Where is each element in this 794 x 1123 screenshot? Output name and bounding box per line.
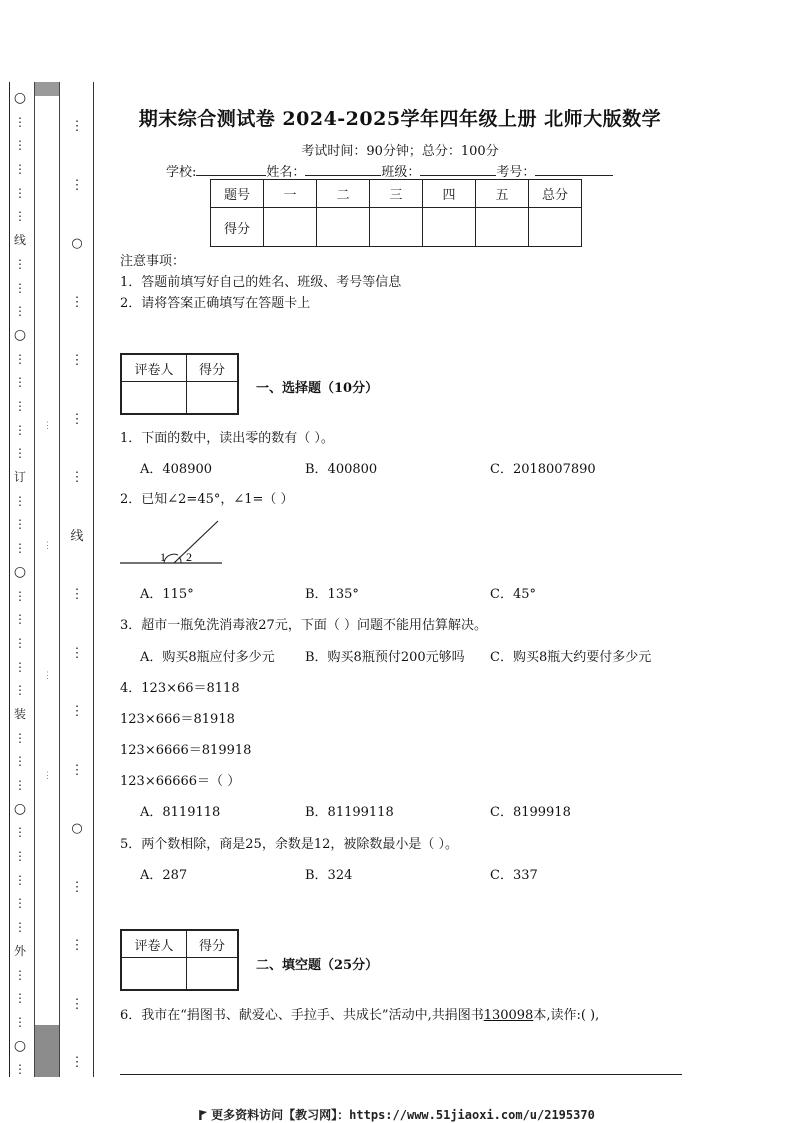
- option-c: C．337: [490, 868, 538, 883]
- flag-icon: [199, 1110, 207, 1120]
- score-cell[interactable]: [529, 208, 582, 247]
- q6-number: 130098: [483, 1008, 534, 1023]
- binding-dots: ⋮: [14, 115, 26, 129]
- binding-dots: ⋮: [70, 587, 84, 602]
- option-a: A．287: [140, 868, 188, 883]
- id-label: 考号：: [496, 165, 536, 180]
- binding-dots: ⋮: [14, 304, 26, 318]
- binding-dots: ⋮: [14, 186, 26, 200]
- binding-dots: ⋮: [14, 257, 26, 271]
- exam-time-info: 考试时间：90分钟；总分：100分: [301, 144, 499, 159]
- binding-small-dots: ⋮: [43, 771, 52, 781]
- answer-line: [120, 1074, 682, 1075]
- score-row-label: 得分: [211, 208, 264, 247]
- binding-small-dots: ⋮: [43, 421, 52, 431]
- binding-word: 订: [13, 470, 26, 484]
- binding-dots: ⋮: [14, 968, 26, 982]
- option-b: B．324: [305, 868, 353, 883]
- notes-item: 1．答题前填写好自己的姓名、班级、考号等信息: [120, 275, 402, 290]
- footer-text: 更多资料访问【教习网】：https://www.51jiaoxi.com/u/2195370: [211, 1108, 595, 1122]
- student-info-line: [166, 161, 613, 180]
- binding-gray-top: [35, 82, 59, 96]
- footer-link[interactable]: [0, 1106, 794, 1123]
- binding-dots: ⋮: [14, 494, 26, 508]
- score-table: [210, 179, 582, 247]
- option-c: C．45°: [490, 587, 536, 602]
- question-stem: 1．下面的数中，读出零的数有（ ）。: [120, 431, 334, 446]
- name-label: 姓名：: [266, 165, 306, 180]
- angle-ray: [174, 521, 218, 563]
- binding-dots: ⋮: [14, 375, 26, 389]
- binding-dots: ⋮: [14, 1062, 26, 1076]
- binding-dots: ⋮: [14, 541, 26, 555]
- binding-dots: ⋮: [14, 849, 26, 863]
- binding-word: 线: [70, 529, 84, 544]
- notes-block: [120, 251, 401, 314]
- score-cell[interactable]: [423, 208, 476, 247]
- binding-dots: ⋮: [14, 281, 26, 295]
- class-label: 班级：: [381, 165, 421, 180]
- binding-gray-band: [34, 82, 60, 1077]
- binding-dots: ⋮: [70, 1055, 84, 1070]
- binding-circle-icon: ○: [13, 801, 27, 817]
- binding-dots: ⋮: [14, 896, 26, 910]
- score-header-cell: 题号: [211, 180, 264, 208]
- binding-dots: ⋮: [70, 119, 84, 134]
- angle-2-label: 2: [186, 550, 192, 564]
- question-line: 123×6666＝819918: [120, 743, 252, 758]
- binding-dots: ⋮: [70, 412, 84, 427]
- binding-dots: ⋮: [14, 162, 26, 176]
- angle-arc-2: [179, 557, 181, 563]
- binding-dots: ⋮: [14, 209, 26, 223]
- page-title: 期末综合测试卷 2024-2025学年四年级上册 北师大版数学: [138, 108, 662, 130]
- binding-dots: ⋮: [14, 399, 26, 413]
- binding-dots: ⋮: [70, 646, 84, 661]
- binding-small-dots: ⋮: [43, 671, 52, 681]
- notes-heading: 注意事项：: [120, 254, 186, 269]
- grader-box: [120, 929, 239, 991]
- question-line: 123×66666＝（ ）: [120, 774, 241, 789]
- option-b: B．购买8瓶预付200元够吗: [305, 650, 465, 665]
- score-cell[interactable]: [476, 208, 529, 247]
- option-b: B．81199118: [305, 805, 394, 820]
- option-b: B．400800: [305, 462, 378, 477]
- grader-score-label: 得分: [187, 930, 239, 958]
- score-header-cell: 一: [264, 180, 317, 208]
- grader-score-cell[interactable]: [187, 958, 239, 991]
- binding-circle-icon: ○: [13, 327, 27, 343]
- binding-inner-strip: [62, 82, 92, 1077]
- binding-dots: ⋮: [14, 754, 26, 768]
- grader-score-cell[interactable]: [187, 382, 239, 415]
- question-stem: 2．已知∠2=45°，∠1=（ ）: [120, 492, 294, 507]
- grader-box: [120, 353, 239, 415]
- option-a: A．购买8瓶应付多少元: [140, 650, 275, 665]
- binding-dots: ⋮: [14, 778, 26, 792]
- grader-score-label: 得分: [187, 354, 239, 382]
- binding-dots: ⋮: [14, 920, 26, 934]
- binding-dots: ⋮: [14, 683, 26, 697]
- binding-dots: ⋮: [14, 873, 26, 887]
- binding-dots: ⋮: [14, 138, 26, 152]
- score-cell[interactable]: [317, 208, 370, 247]
- q6-text-post: 本,读作:( ),: [533, 1008, 600, 1023]
- option-b: B．135°: [305, 587, 359, 602]
- score-cell[interactable]: [264, 208, 317, 247]
- school-field[interactable]: [196, 163, 266, 176]
- binding-circle-icon: ○: [71, 236, 83, 251]
- binding-dots: ⋮: [14, 589, 26, 603]
- option-c: C．购买8瓶大约要付多少元: [490, 650, 652, 665]
- grader-reviewer-label: 评卷人: [121, 930, 187, 958]
- q6-text-pre: 6．我市在“捐图书、献爱心、手拉手、共成长”活动中,共捐图书: [120, 1008, 484, 1023]
- option-a: A．8119118: [140, 805, 221, 820]
- question-stem: 4．123×66＝8118: [120, 681, 240, 696]
- binding-circle-icon: ○: [71, 821, 83, 836]
- binding-inner-line: [93, 82, 94, 1077]
- option-a: A．115°: [140, 587, 194, 602]
- binding-dots: ⋮: [70, 470, 84, 485]
- binding-dots: ⋮: [14, 825, 26, 839]
- binding-dots: ⋮: [14, 612, 26, 626]
- id-field[interactable]: [535, 163, 613, 176]
- binding-dots: ⋮: [70, 178, 84, 193]
- question-stem: 3．超市一瓶免洗消毒液27元，下面（ ）问题不能用估算解决。: [120, 618, 487, 633]
- binding-dots: ⋮: [14, 446, 26, 460]
- binding-gray-bottom: [35, 1025, 59, 1077]
- binding-word: 装: [13, 707, 26, 721]
- grader-reviewer-cell[interactable]: [121, 958, 187, 991]
- score-header-cell: 五: [476, 180, 529, 208]
- binding-dots: ⋮: [14, 423, 26, 437]
- notes-item: 2．请将答案正确填写在答题卡上: [120, 296, 311, 311]
- name-field[interactable]: [305, 163, 381, 176]
- school-label: 学校:: [166, 165, 197, 180]
- question-stem: 5．两个数相除，商是25，余数是12，被除数最小是（ ）。: [120, 837, 458, 852]
- option-a: A．408900: [140, 462, 213, 477]
- score-header-cell: 三: [370, 180, 423, 208]
- score-header-cell: 二: [317, 180, 370, 208]
- angle-diagram: [118, 517, 228, 567]
- question-line: 123×666＝81918: [120, 712, 235, 727]
- binding-circle-icon: ○: [13, 1038, 27, 1054]
- class-field[interactable]: [420, 163, 496, 176]
- score-header-cell: 总分: [529, 180, 582, 208]
- binding-dots: ⋮: [70, 295, 84, 310]
- option-c: C．8199918: [490, 805, 571, 820]
- binding-dots: ⋮: [70, 880, 84, 895]
- binding-word: 外: [13, 944, 26, 958]
- binding-dots: ⋮: [70, 704, 84, 719]
- binding-circle-icon: ○: [13, 90, 27, 106]
- grader-reviewer-cell[interactable]: [121, 382, 187, 415]
- binding-dots: ⋮: [14, 636, 26, 650]
- grader-reviewer-label: 评卷人: [121, 354, 187, 382]
- binding-circle-icon: ○: [13, 564, 27, 580]
- binding-dots: ⋮: [14, 660, 26, 674]
- angle-1-label: 1: [160, 550, 166, 564]
- score-cell[interactable]: [370, 208, 423, 247]
- binding-dots: ⋮: [70, 353, 84, 368]
- section-title: 二、填空题（25分）: [256, 958, 379, 973]
- binding-dots: ⋮: [14, 731, 26, 745]
- binding-dots: ⋮: [14, 991, 26, 1005]
- option-c: C．2018007890: [490, 462, 596, 477]
- binding-dots: ⋮: [14, 352, 26, 366]
- binding-dots: ⋮: [70, 997, 84, 1012]
- binding-dots: ⋮: [70, 763, 84, 778]
- binding-dots: ⋮: [70, 938, 84, 953]
- section-title: 一、选择题（10分）: [256, 381, 379, 396]
- binding-dots: ⋮: [14, 1015, 26, 1029]
- binding-dots: ⋮: [14, 517, 26, 531]
- question-stem: [120, 1004, 599, 1023]
- binding-outer-strip: [10, 82, 30, 1077]
- binding-word: 线: [13, 233, 26, 247]
- binding-small-dots: ⋮: [43, 541, 52, 551]
- score-header-cell: 四: [423, 180, 476, 208]
